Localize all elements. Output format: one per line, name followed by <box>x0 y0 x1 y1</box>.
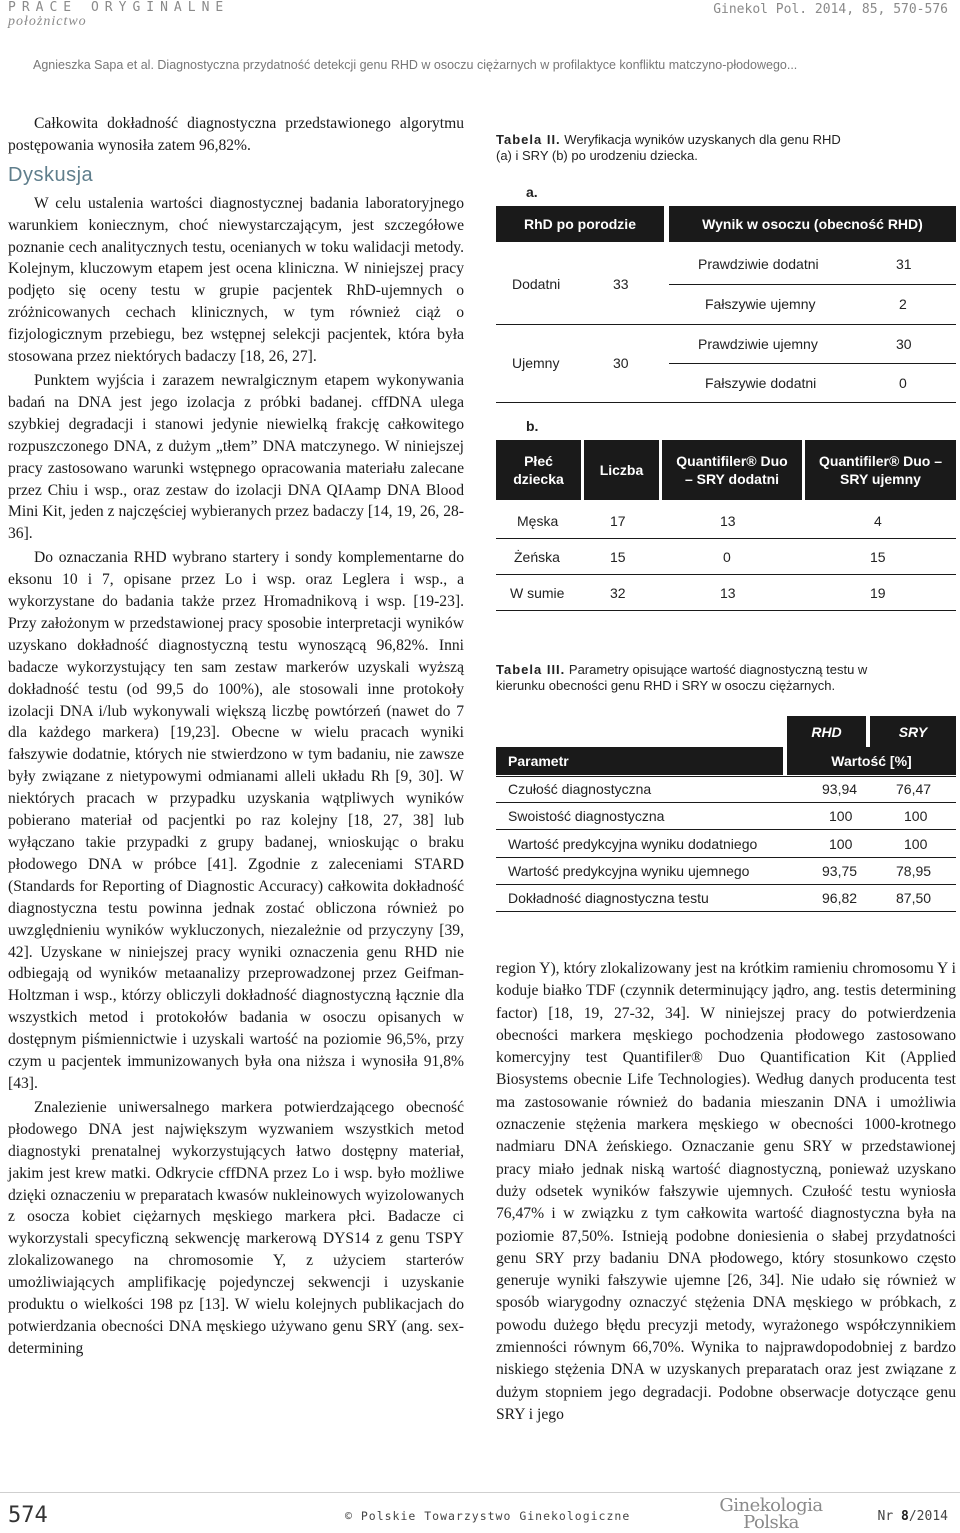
table2a-true-negative: Prawdziwie ujemny <box>698 336 818 352</box>
table3-param: Swoistość diagnostyczna <box>508 808 665 824</box>
divider <box>496 538 956 539</box>
table3-sry: 100 <box>904 836 928 852</box>
table2a-rhd-positive: Dodatni <box>512 276 561 292</box>
table2b-cell: 15 <box>870 549 886 565</box>
table2a-header-result: Wynik w osoczu (obecność RHD) <box>669 206 956 242</box>
table2b-cell: W sumie <box>510 585 565 601</box>
divider <box>496 829 956 830</box>
table3-sry: 76,47 <box>896 781 932 797</box>
table3-head-param: Parametr <box>496 747 783 775</box>
body-paragraph: region Y), który zlokalizowany jest na krótkim ramieniu chromosomu Y i koduje białko TDF (czynnik determinujący jądro, ang. testis determining factor) [18, 19, 27-32, 34]. W niniejszej pracy do potwierdzenia obecności markera męskiego pochodzenia płodowego zastosowano komercyjny test Quantifiler® Duo Quantification Kit (Applied Biosystems obecnie Life Technologies). Według danych producenta test ma zastosowanie również do badania mieszanin DNA i umożliwia oznaczenie stężenia markera męskiego w obecności 1000-krotnego nadmiaru DNA żeńskiego. Oznaczanie genu SRY w przedstawionej pracy miało jednak niską wartość diagnostyczną, ponieważ uzyskano duży odsetek wyników fałszywie ujemnych. Czułość testu wyniosła 76,47% i w związku z tym całkowita wartość diagnostyczna była na poziomie 87,50%. Istnieją podobne doniesienia o słabej przydatności genu SRY przy badaniu DNA płodowego, który stosunkowo często generuje wyniki fałszywie ujemne [26, 34]. Nie udało się również w sposób wiarygodny oznaczyć stężenia DNA męskiego w próbkach, z powodu dużego błędu precyzji metody, wyrażonego współczynnikiem zmienności równym 66,70%. Wynika to najprawdopodobniej z bardzo niskiego stężenia DNA w uzyskanych preparatach oraz jest związane z dużym stopniem jego degradacji. Podobne obserwacje dotyczące genu SRY i jego <box>496 960 956 1423</box>
table3-head-value: Wartość [%] <box>787 747 956 775</box>
table2-label: Tabela II. <box>496 132 561 147</box>
divider <box>669 284 956 285</box>
divider <box>496 911 956 912</box>
table3-label: Tabela III. <box>496 662 566 677</box>
table2a-true-positive-n: 31 <box>896 256 912 272</box>
table3-rhd: 93,75 <box>822 863 858 879</box>
table3-param: Dokładność diagnostyczna testu <box>508 890 709 906</box>
table2-caption-text: Weryfikacja wyników uzyskanych dla genu RHD (a) i SRY (b) po urodzeniu dziecka. <box>496 132 841 163</box>
intro-paragraph: Całkowita dokładność diagnostyczna przedstawionego algorytmu postępowania wynosiła zatem 96,82%. <box>8 115 464 154</box>
table2a-true-negative-n: 30 <box>896 336 912 352</box>
table3-caption-text: Parametry opisujące wartość diagnostyczną testu w kierunku obecności genu RHD i SRY w osoczu ciężarnych. <box>496 662 868 693</box>
table2b-cell: 4 <box>874 513 882 529</box>
table2a-true-positive: Prawdziwie dodatni <box>698 256 819 272</box>
table2b-header-sry-neg: Quantifiler® Duo – SRY ujemny <box>805 440 956 500</box>
divider <box>669 363 956 364</box>
divider <box>496 574 956 575</box>
table2a-n-negative: 30 <box>613 355 629 371</box>
divider <box>496 324 956 325</box>
table2a-header-rhd: RhD po porodzie <box>496 206 664 242</box>
section-heading: Dyskusja <box>8 163 94 186</box>
table2a-false-negative: Fałszywie ujemny <box>705 296 816 312</box>
table3-sry: 87,50 <box>896 890 932 906</box>
table2b-cell: 0 <box>723 549 731 565</box>
journal-citation: Ginekol Pol. 2014, 85, 570-576 <box>713 2 948 17</box>
table2b-label: b. <box>526 418 539 434</box>
running-title: Agnieszka Sapa et al. Diagnostyczna przydatność detekcji genu RHD w osoczu ciężarnych w profilaktyce konfliktu matczyno-płodowego... <box>33 58 798 72</box>
table3-head-rhd: RHD <box>787 716 866 747</box>
body-paragraph: W celu ustalenia wartości diagnostycznej badania laboratoryjnego warunkiem koniecznym, choć niewystarczającym, jest szczegółowe poznanie cech analitycznych testu, ocenianych w toku walidacji metody. Kolejnym, kluczowym etapem jest ocena kliniczna. W niniejszej pracy podjęto się oceny testu w grupie pacjentek RhD-ujemnych o zróżnicowanych cechach klinicznych, w tym również ciąż o fizjologicznym przebiegu, bez wstępnej selekcji pacjentek, która była stosowana przez niektórych badaczy [18, 26, 27]. <box>8 194 464 366</box>
table2b-cell: Męska <box>517 513 559 529</box>
table3-head-sry: SRY <box>870 716 956 747</box>
table2a-false-positive-n: 0 <box>899 375 907 391</box>
table2a-false-positive: Fałszywie dodatni <box>705 375 817 391</box>
table3-param: Wartość predykcyjna wyniku dodatniego <box>508 836 758 852</box>
table2b-cell: 13 <box>720 513 736 529</box>
divider <box>496 857 956 858</box>
table2b-cell: 15 <box>610 549 626 565</box>
table3-param: Czułość diagnostyczna <box>508 781 652 797</box>
body-paragraph: Do oznaczania RHD wybrano startery i sondy komplementarne do eksonu 10 i 7, opisane przez Lo i wsp. oraz Leglera i wsp., a wykorzystane do badania także przez Hromadnikovą i wsp. [19-23]. Przy założonym w przedstawionej pracy sposobie interpretacji wyników uzyskano dokładność diagnostyczną testu wynoszącą 96,82%. Inni badacze wykorzystujący ten sam zestaw markerów uzyskali wyższą dokładność testu (od 99,5 do 100%), ale stosowali inne protokoły izolacji DNA i/lub wykonywali większą liczbę powtórzeń (nawet do 7 dla każdego markera) [19,23]. Obecne w wielu pracach wyniki fałszywie dodatnie, których nie stwierdzono w tym badaniu, nie zawsze były związane z nietypowymi odmianami alleli układu Rh [9, 30]. W niektórych pracach w przypadku uzyskania wątpliwych wyników pobierano materiał od pacjentki po raz kolejny [18, 27, 38] lub wyłączano takie przypadki z grupy badanej, wnioskując o braku płodowego DNA w próbce [41]. Zgodnie z zaleceniami STARD (Standards for Reporting of Diagnostic Accuracy) całkowita dokładność diagnostyczna testu powinna jednak zostać obliczona również po uwzględnieniu wyników wykluczonych, niezależnie od przyczyny [39, 42]. Uzyskane w niniejszej pracy wyniki oznaczenia genu RHD nie odbiegają od wyników metaanalizy przeprowadzonej przez Geifman-Holtzman i wsp., którzy obliczyli dokładność diagnostyczną łącznie dla wszystkich metod i protokołów badania w osoczu opisanych w dostępnym piśmiennictwie i uzyskali wartość na poziomie 96,5%, przy czym u pacjentek immunizowanych była ona niższa i wynosiła 91,8% [43]. <box>8 549 464 1092</box>
section-subcategory: położnictwo <box>8 14 87 29</box>
section-category: PRACE ORYGINALNE <box>8 0 230 15</box>
right-column <box>496 958 956 1426</box>
table2b-header-count: Liczba <box>584 440 659 500</box>
table3-rhd: 100 <box>829 836 853 852</box>
table2b-cell: 32 <box>610 585 626 601</box>
journal-logo <box>708 1497 834 1531</box>
footer-rule <box>0 1492 960 1493</box>
table3-rhd: 100 <box>829 808 853 824</box>
table2b-cell: 19 <box>870 585 886 601</box>
publisher: © Polskie Towarzystwo Ginekologiczne <box>345 1509 631 1523</box>
divider <box>496 884 956 885</box>
table3-sry: 100 <box>904 808 928 824</box>
table3-sry: 78,95 <box>896 863 932 879</box>
table2b-header-sex: Płeć dziecka <box>496 440 581 500</box>
table2a-false-negative-n: 2 <box>899 296 907 312</box>
table3-param: Wartość predykcyjna wyniku ujemnego <box>508 863 750 879</box>
logo-line2: Polska <box>743 1512 799 1533</box>
divider <box>496 402 956 403</box>
divider <box>496 610 956 611</box>
table3-rhd: 96,82 <box>822 890 858 906</box>
page-number: 574 <box>8 1503 48 1528</box>
table2a-label: a. <box>526 184 538 200</box>
table2b-cell: 13 <box>720 585 736 601</box>
table2b-header-sry-pos: Quantifiler® Duo – SRY dodatni <box>662 440 802 500</box>
table3-caption <box>496 662 916 694</box>
table2a-n-positive: 33 <box>613 276 629 292</box>
table3-rhd: 93,94 <box>822 781 858 797</box>
body-paragraph: Znalezienie uniwersalnego markera potwierdzającego obecność płodowego DNA jest największym wyzwaniem wszystkich metod diagnostyki prenatalnej wykorzystujących łatwo dostępny materiał, jakim jest krew matki. Odkrycie cffDNA przez Lo i wsp. było możliwe dzięki oznaczeniu w preparatach kwasów nukleinowych wyizolowanych z osocza kobiet ciężarnych męskiego markera płci. Badacze ci wykorzystali specyficzną sekwencję markerową DYS14 z genu TSPY zlokalizowanego na chromosomie Y, z użyciem starterów umożliwiających amplifikację pojedynczej sekwencji i uzyskanie produktu o wielkości 198 pz [13]. W wielu kolejnych publikacjach do potwierdzania obecności DNA męskiego używano genu SRY (ang. sex-determining <box>8 1098 464 1357</box>
logo-line1: Ginekologia <box>719 1495 823 1516</box>
body-paragraph: Punktem wyjścia i zarazem newralgicznym etapem wykonywania badań na DNA jest jego izolacja z próbki badanej. cffDNA ulega szybkiej degradacji i stanowi jedynie niewielką frakcję całkowitego rozpuszczonego DNA, z dużym „tłem” DNA matczynego. W niniejszej pracy zastosowano warunki wstępnego opracowania materiału zalecane przez Chiu i wsp., oraz zestaw do izolacji DNA QIAamp DNA Blood Mini Kit, jeden z najczęściej wybieranych przez badaczy [14, 19, 26, 28-36]. <box>8 371 464 543</box>
table2b-cell: 17 <box>610 513 626 529</box>
table2a-rhd-negative: Ujemny <box>512 355 560 371</box>
table2-caption <box>496 132 856 164</box>
left-column <box>8 113 464 1360</box>
issue-number: Nr 8/2014 <box>877 1509 948 1524</box>
divider <box>496 802 956 803</box>
divider <box>496 776 956 777</box>
table2b-cell: Żeńska <box>514 549 560 565</box>
